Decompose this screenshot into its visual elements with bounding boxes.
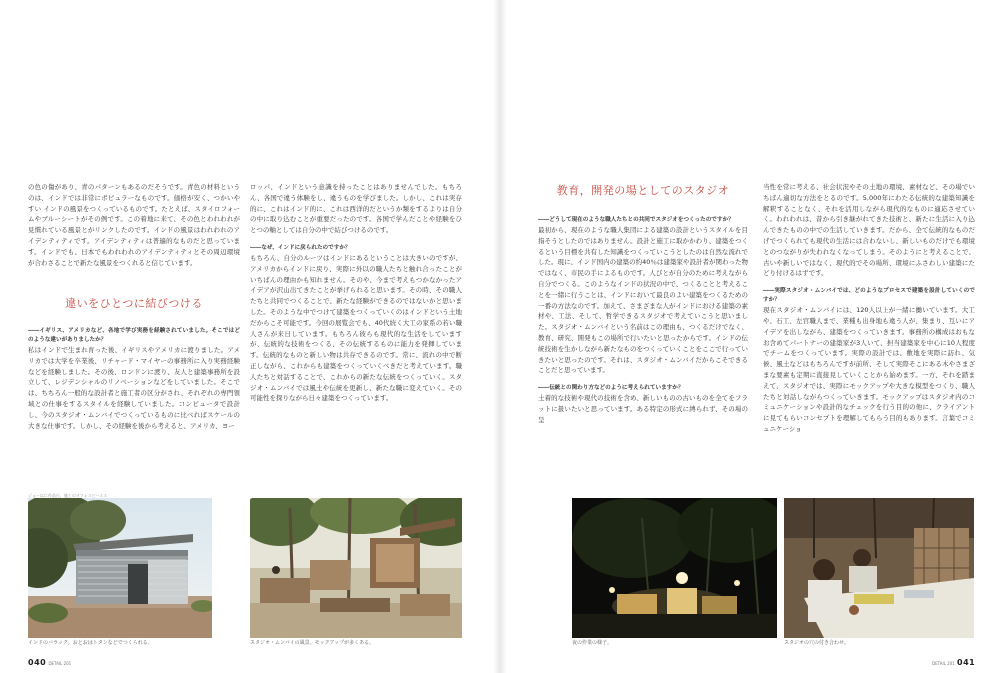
paragraph: 現在スタジオ・ムンバイには、120人以上が一緒に働いています。大工や、石工、左官職人まで、業種も出身地も違う人が、集まり、互いにアイデアを出しながら、建築をつくっていきます。事務所の構成はおもなお含めてパートナーの建築家が3人いて、担当建築家を中心に10人程度でチームをつくっています。実際の設計では、敷地を実際に訪れ、気候、風土などはもちろんですが前所、そして実際そこにある木やさまざまな要素も定期に直接見していくことから始めます。一方、それを踏まえて、スタジオでは、実際にモックアップや大きな模型をつくり、職人たちと対話しながらつくっていきます。モックアップはスタジオ内のコミュニケーションや設計的なチェックを行う目的の他に、クライアントに見てもらいコンセプトを理解してもらう目的もあります。言葉でコミュニケーショ xyxy=(763,306,975,433)
photo-caption-3: 夜の作業の様子。 xyxy=(572,640,613,646)
page-gutter xyxy=(493,0,507,673)
photo-caption-4: スタジオの穴の付き合わせ。 xyxy=(784,640,849,646)
folio-left xyxy=(28,658,71,668)
photo-studio-mumbai xyxy=(250,498,462,638)
paragraph: 私はインドで生まれ育った後、イギリスやアメリカに渡りました。アメリカでは大学を卒業後、リチャード・マイヤーの事務所に入り実務経験などを経験しました。その後、ロンドンに渡り、友人と建築事務所を設立して、レジデンシャルのリノベーションなどをしていました。そこでは、ちちろん一般的な設計者と施工者の区分がされ、それぞれの専門領域との仕事をするスタイルを経験していました。コンピュータで設計し、今のスタジオ・ムンバイでつくっているものに比べればスケールの大きな仕事です。しかし、その経験を後から考えると、アメリカ、ヨー xyxy=(28,346,240,430)
photo-credit: ジョー以に作品日、施工のオフォスピースス xyxy=(28,493,108,498)
section-title-2: 教育，開発の場としてのスタジオ xyxy=(556,184,730,197)
paragraph: 土着的な技術や現代の技術を含め、新しいものの古いものを全てをフラットに扱いたいと思っています。ある特定の形式に縛られず、その場の呈 xyxy=(538,394,748,424)
left-column-1-top xyxy=(28,182,240,277)
section-title-1: 違いをひとつに結びつける xyxy=(65,297,203,310)
page-number: 041 xyxy=(957,658,976,667)
photo-night-work xyxy=(572,498,777,638)
interview-question: ――どうして現在のような職人たちとの共同でスタジオをつくったのですか？ xyxy=(538,217,734,223)
interview-question: ――実際スタジオ・ムンバイでは、どのようなプロセスで建築を設計していくのですか？ xyxy=(763,288,975,304)
interview-question: ――イギリス、アメリカなど、各地で学び実務を経験されていました。そこではどのような違いがありましたか？ xyxy=(28,328,240,343)
interview-question: ――なぜ、インドに戻られたのですか？ xyxy=(250,244,351,251)
paragraph: の色の傷があり、青のパターンもあるのだそうです。青色の材料というのは、インドでは非常にポピュラーなものです。価格が安く、つかいやすい インドの風景をつくっているものです。たとえば、スタイロフォームやブルーシートがその例です。この着地に来て、その色とわれわれが見慣れている風景とがリンクしたのです。インドの風景はわれわれのアイデンティティです。アイデンティティは普遍的なものだと思っています。インドでも、日本でもわれわれのアイデンティティとその周辺環境が合わさることで新たな風景をつくれると信じています。 xyxy=(28,183,240,267)
paragraph: 当性を常に考える、社会状況やその土地の環境、素材など、その場でいちばん適切な方法をとるのです。5,000年にわたる伝統的な建築知識を解釈することなく、それを活用しながら現代的なものに適応させていく。われわれは、昔から引き継がれてきた技術と、新たに生活に入り込んできたものの中での生活していきます。だから、全て伝統的なものだげでつくられても現代の生活には合わないし、新しいものだけでも環境とのつながりが失われなくなってしまう。そのようにと考えることで、古いや新しいではなく、現代的でその場所、環境にふさわしい建築にたどり付けるはずです。 xyxy=(763,183,975,278)
folio-label: DETAIL 201 xyxy=(932,661,955,666)
photo-studio-meeting xyxy=(784,498,974,638)
photo-caption-2: スタジオ・ムンバイの風景。モックアップが多くある。 xyxy=(250,640,375,646)
folio-right xyxy=(932,658,975,668)
right-column-3 xyxy=(538,216,748,476)
paragraph: もちろん、自分のルーツはインドにあるということは大きいのですが、アメリカからインドに戻り、実際に外以の職人たちと触れ合ったことがいちばんの理由かも知れません。そのや、今まで考えもつかなかったアイデアが沢山出てきたことが挙げられると思います。その時、その職人たちと共同でつくることで、新たな経験ができるのではないかと思いました。そのような中でつけて建築をつくっていくのはインドという土地だからこそ可能です。今回の展覧会でも、40代続く大工の家系の若い職人さんが来日しています。もちろん彼らも現代的な生活をしていますが、伝統的な技術をつくる、その伝統するものに能力を発揮しています。伝統的なものと新しい物は共存できるのです。常に、流れの中で断正しながら、これからも建築をつくっていくべきだと考えています。職人たちと対話することで、これからの新たな伝統をつくっていく。スタジオ・ムンバイでは風土や伝統を更新し、新たな職に変えていく。その可能性を探りながら日々建築をつくっています。 xyxy=(250,253,462,403)
interview-question: ――伝統との関わり方などのように考えられていますか？ xyxy=(538,385,684,392)
left-column-2 xyxy=(250,182,462,476)
left-column-1-body xyxy=(28,327,240,475)
page-number: 040 xyxy=(28,658,47,667)
photo-barrack xyxy=(28,498,212,638)
folio-label: DETAIL 201 xyxy=(48,661,72,666)
photo-caption-1: インドのバラック。おとおはトタンなどでつくられる。 xyxy=(28,640,153,646)
right-column-4 xyxy=(763,182,975,476)
paragraph: ロッパ、インドという意識を持ったことはありませんでした。もちろん、各国で違う体験をし、違うものを学びました。しかし、これは実存的に、これはインド的に、これは西洋的だというか類をするよりは自分の中に取り込むことが重要だったのです。各国で学んだことや経験をひとつの軸としては自分の中で結びつけるのです。 xyxy=(250,183,462,235)
paragraph: 最初から、現在のような職人集団による建築の設計というスタイルを目指そうとしたのではありません。設計と施工に取かかわり、建築をつくるという目標を共有した知識をつくっていこうとしたのは自然な流れでした。現に、インド国内の建築の約40％は建築家や設計者が関わった物ではなく、市民の手によるものです。人びとが自分のために考えながら自分でつくる。このようなインドの状況の中で、つくることと考えることを一緒に行うことは、インドにおいて最良のよい建築をつくるための一番の方法なのです。加えて、さまざまな人がインドにおける建築の素材や、工法、そして、哲学できるスタジオで考えていこうと思いました。スタジオ・ムンバイという名前はこの理由も、つくるだけでなく、教育、研究、開発もこの場所で行いたいと思ったからです。インドの伝統技術を生かしながら新たなものをつくっていくことをここで行っていきたいと思ったのです。それは、スタジオ・ムンバイだからこそできることだと思っています。 xyxy=(538,226,748,375)
